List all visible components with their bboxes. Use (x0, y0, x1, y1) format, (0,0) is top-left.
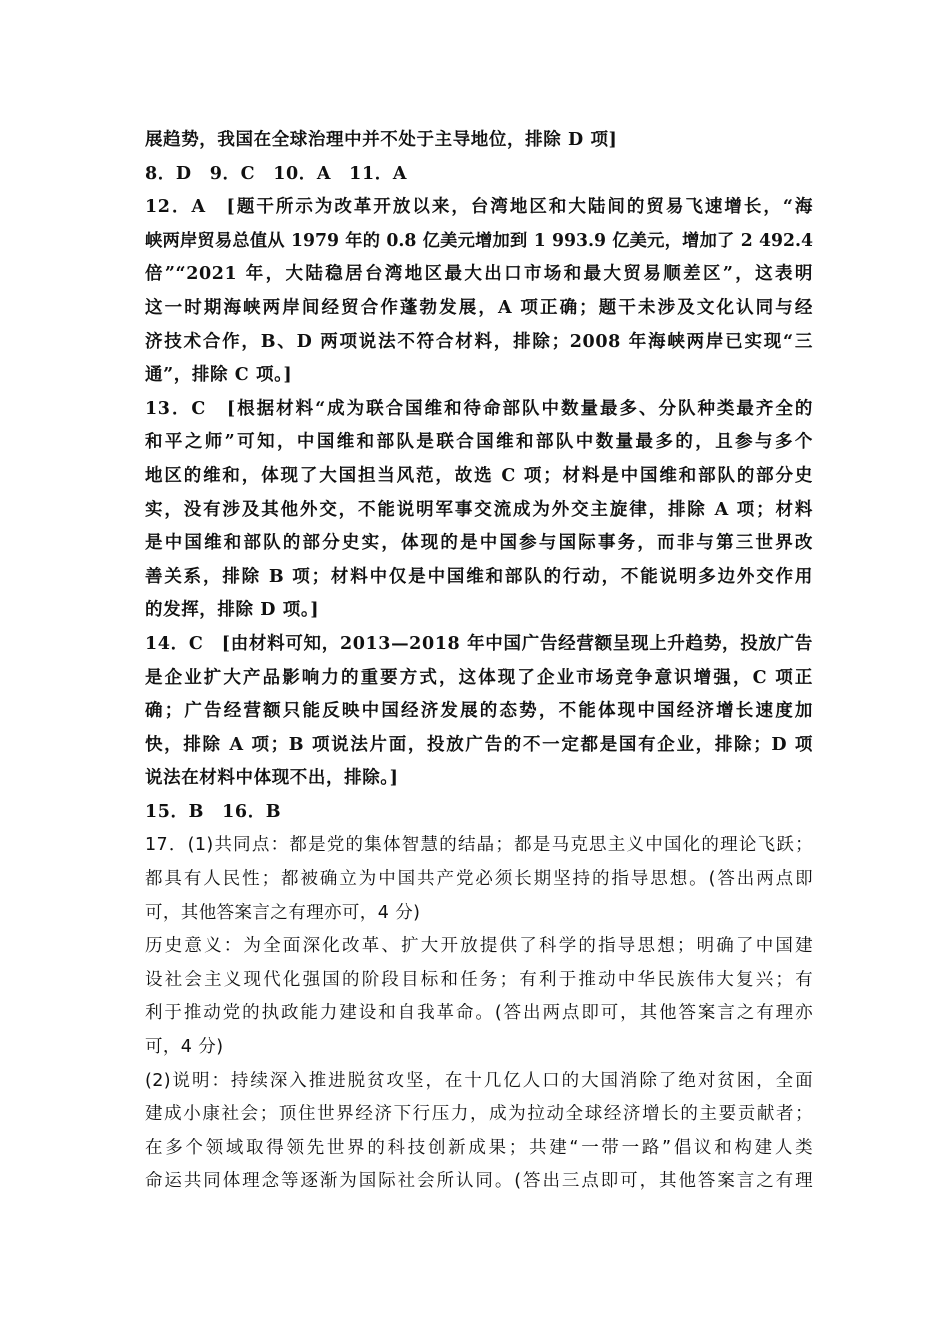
text-line: 13．C [根据材料“成为联合国维和待命部队中数量最多、分队种类最齐全的 (145, 398, 813, 419)
text-line: 是企业扩大产品影响力的重要方式，这体现了企业市场竞争意识增强，C 项正 (145, 667, 813, 688)
text-line: 利于推动党的执政能力建设和自我革命。(答出两点即可，其他答案言之有理亦 (145, 1003, 813, 1024)
text-line: 都具有人民性；都被确立为中国共产党必须长期坚持的指导思想。(答出两点即 (145, 869, 813, 890)
text-line: 是中国维和部队的部分史实，体现的是中国参与国际事务，而非与第三世界改 (145, 533, 813, 554)
text-line: 善关系，排除 B 项；材料中仅是中国维和部队的行动，不能说明多边外交作用 (145, 566, 813, 587)
text-line: 通”，排除 C 项。] (145, 365, 293, 386)
text-line: 可，4 分) (145, 1037, 224, 1058)
text-line: 8．D 9．C 10．A 11．A (145, 163, 408, 184)
text-line: 14．C [由材料可知，2013—2018 年中国广告经营额呈现上升趋势，投放广告 (145, 633, 813, 654)
text-line: (2)说明：持续深入推进脱贫攻坚，在十几亿人口的大国消除了绝对贫困，全面 (145, 1070, 813, 1091)
text-line: 济技术合作，B、D 两项说法不符合材料，排除；2008 年海峡两岸已实现“三 (145, 331, 813, 352)
text-line: 15．B 16．B (145, 801, 282, 822)
answer-key-page (145, 124, 813, 1199)
text-line: 地区的维和，体现了大国担当风范，故选 C 项；材料是中国维和部队的部分史 (145, 465, 813, 486)
text-line: 和平之师”可知，中国维和部队是联合国维和部队中数量最多的，且参与多个 (145, 432, 813, 453)
text-line: 展趋势，我国在全球治理中并不处于主导地位，排除 D 项] (145, 130, 618, 150)
text-line: 倍”“2021 年，大陆稳居台湾地区最大出口市场和最大贸易顺差区”，这表明 (145, 264, 813, 285)
text-line: 确；广告经营额只能反映中国经济发展的态势，不能体现中国经济增长速度加 (145, 701, 813, 722)
text-line: 可，其他答案言之有理亦可，4 分) (145, 902, 421, 923)
text-line: 的发挥，排除 D 项。] (145, 600, 320, 621)
text-line: 峡两岸贸易总值从 1979 年的 0.8 亿美元增加到 1 993.9 亿美元，增加了 2 492.4 (145, 230, 813, 251)
text-line: 命运共同体理念等逐渐为国际社会所认同。(答出三点即可，其他答案言之有理 (145, 1171, 813, 1192)
text-line: 建成小康社会；顶住世界经济下行压力，成为拉动全球经济增长的主要贡献者； (145, 1104, 813, 1125)
text-line: 实，没有涉及其他外交，不能说明军事交流成为外交主旋律，排除 A 项；材料 (145, 499, 813, 520)
text-line: 设社会主义现代化强国的阶段目标和任务；有利于推动中华民族伟大复兴；有 (145, 969, 813, 990)
text-line: 17．(1)共同点：都是党的集体智慧的结晶；都是马克思主义中国化的理论飞跃； (145, 835, 813, 856)
text-line: 快，排除 A 项；B 项说法片面，投放广告的不一定都是国有企业，排除；D 项 (145, 734, 813, 755)
text-line: 说法在材料中体现不出，排除。] (145, 768, 399, 789)
text-line: 12．A [题干所示为改革开放以来，台湾地区和大陆间的贸易飞速增长，“海 (145, 197, 813, 218)
text-line: 在多个领域取得领先世界的科技创新成果；共建“一带一路”倡议和构建人类 (145, 1137, 813, 1158)
text-line: 这一时期海峡两岸间经贸合作蓬勃发展，A 项正确；题干未涉及文化认同与经 (145, 297, 813, 318)
text-line: 历史意义：为全面深化改革、扩大开放提供了科学的指导思想；明确了中国建 (145, 936, 813, 957)
